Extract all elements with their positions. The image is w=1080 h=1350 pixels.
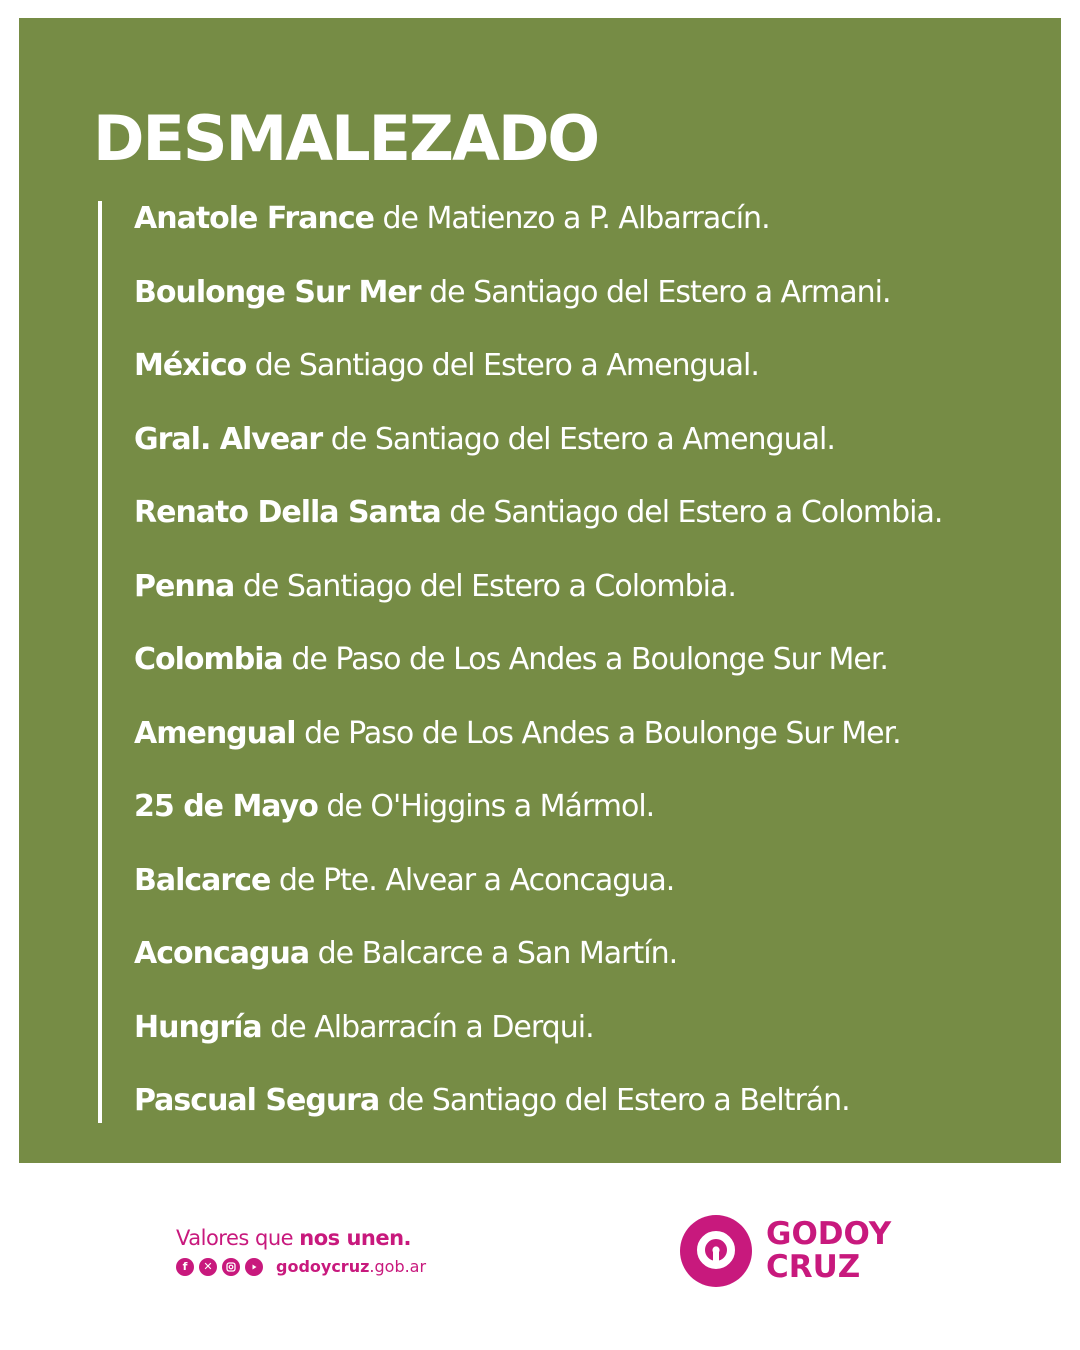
list-item — [134, 931, 942, 1005]
list-item — [134, 1005, 942, 1079]
street-name: Penna — [134, 568, 235, 604]
street-name: Hungría — [134, 1009, 262, 1045]
street-segment: de Santiago del Estero a Colombia. — [242, 568, 736, 604]
page-title: DESMALEZADO — [93, 102, 599, 175]
instagram-glyph — [226, 1262, 236, 1272]
website-link[interactable] — [276, 1257, 426, 1276]
instagram-icon[interactable] — [222, 1258, 240, 1276]
slogan — [176, 1222, 426, 1254]
slogan-bold: nos unen. — [299, 1226, 412, 1250]
street-segment: de Pte. Alvear a Aconcagua. — [278, 862, 675, 898]
street-name: México — [134, 348, 247, 383]
list-item — [134, 490, 942, 564]
brand-logo — [680, 1215, 891, 1287]
street-name: Pascual Segura — [134, 1083, 380, 1118]
list-item — [134, 1078, 942, 1152]
list-item — [134, 784, 942, 858]
slogan-regular: Valores que — [176, 1226, 294, 1250]
godoy-cruz-logo-icon — [680, 1215, 752, 1287]
street-list — [134, 196, 942, 1152]
street-segment: de Paso de Los Andes a Boulonge Sur Mer. — [291, 642, 888, 677]
street-segment: de Santiago del Estero a Amengual. — [330, 421, 835, 457]
facebook-icon[interactable]: f — [176, 1258, 194, 1276]
list-item — [134, 270, 942, 344]
street-segment: de Santiago del Estero a Amengual. — [254, 348, 759, 383]
street-name: Colombia — [134, 642, 283, 677]
list-item — [134, 343, 942, 417]
street-name: Anatole France — [134, 201, 374, 236]
youtube-icon[interactable] — [245, 1258, 263, 1276]
street-segment: de Matienzo a P. Albarracín. — [382, 201, 770, 236]
list-item — [134, 564, 942, 638]
social-links — [176, 1257, 426, 1276]
list-item — [134, 196, 942, 270]
website-bold: godoycruz — [276, 1257, 370, 1276]
street-segment: de Santiago del Estero a Armani. — [429, 274, 891, 310]
youtube-glyph — [249, 1262, 259, 1272]
brand-line-1: GODOY — [766, 1216, 892, 1252]
street-name: Renato Della Santa — [134, 495, 441, 530]
street-segment: de Balcarce a San Martín. — [317, 936, 678, 971]
street-name: Balcarce — [134, 862, 271, 898]
vertical-divider — [98, 201, 102, 1123]
website-rest: .gob.ar — [369, 1257, 427, 1276]
list-item — [134, 711, 942, 785]
x-icon[interactable]: ✕ — [199, 1258, 217, 1276]
brand-wordmark — [766, 1218, 891, 1284]
street-segment: de O'Higgins a Mármol. — [326, 789, 655, 824]
brand-line-2: CRUZ — [766, 1249, 861, 1285]
street-name: 25 de Mayo — [134, 789, 318, 824]
street-name: Boulonge Sur Mer — [134, 274, 421, 310]
list-item — [134, 637, 942, 711]
list-item — [134, 417, 942, 491]
street-segment: de Albarracín a Derqui. — [270, 1009, 594, 1045]
list-item — [134, 858, 942, 932]
footer-slogan-block — [176, 1222, 426, 1276]
content-panel — [19, 18, 1061, 1163]
street-name: Amengual — [134, 715, 296, 751]
street-segment: de Santiago del Estero a Colombia. — [449, 495, 943, 530]
street-name: Aconcagua — [134, 936, 310, 971]
street-segment: de Paso de Los Andes a Boulonge Sur Mer. — [304, 715, 901, 751]
street-segment: de Santiago del Estero a Beltrán. — [387, 1083, 850, 1118]
street-name: Gral. Alvear — [134, 421, 323, 457]
